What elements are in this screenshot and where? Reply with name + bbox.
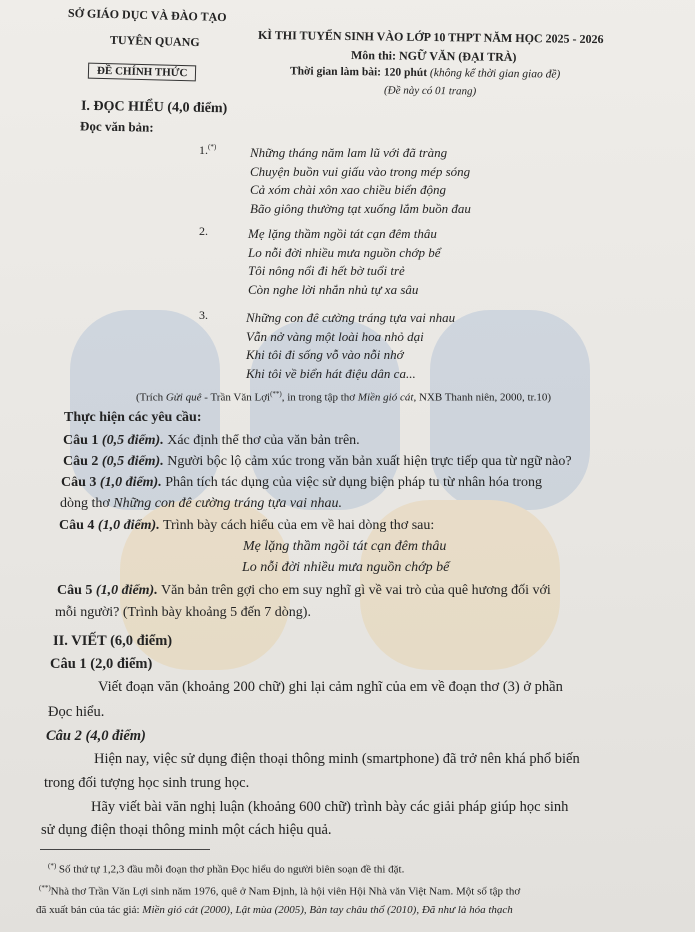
requirements-title: Thực hiện các yêu cầu: xyxy=(64,410,202,425)
q4-points: (1,0 điểm). xyxy=(94,518,160,533)
q3-text2: dòng thơ xyxy=(60,496,114,511)
part2-c2-line3: Hãy viết bài văn nghị luận (khoảng 600 chữ) trình bày các giải pháp giúp học sinh xyxy=(91,799,569,815)
note1-text: Số thứ tự 1,2,3 đầu mỗi đoạn thơ phần Đọc hiểu do người biên soạn đề thi đặt. xyxy=(56,863,405,876)
note2-prefix: đã xuất bản của tác giả: xyxy=(36,904,143,916)
q3-quote: Những con đê cường tráng tựa vai nhau. xyxy=(113,496,342,511)
part2-c1-line1: Viết đoạn văn (khoảng 200 chữ) ghi lại cảm nghĩ của em về đoạn thơ (3) ở phần xyxy=(98,679,563,695)
poem-line: Những tháng năm lam lũ với đã tràng xyxy=(250,145,448,160)
stanza-1 xyxy=(250,144,471,218)
footnote-divider xyxy=(40,849,210,850)
poem-line: Khi tôi về biển hát điệu dân ca... xyxy=(246,365,416,381)
stanza-3-number: 3. xyxy=(199,308,208,322)
question-3 xyxy=(61,472,542,493)
stanza-1-number xyxy=(199,143,216,158)
question-5 xyxy=(57,580,551,601)
stanza-1-num: 1. xyxy=(199,143,208,157)
poem-line: Còn nghe lời nhắn nhủ tự xa sâu xyxy=(248,281,419,297)
poem-line: Những con đê cường tráng tựa vai nhau xyxy=(246,310,456,325)
q3-label: Câu 3 xyxy=(61,475,97,490)
poem-line: Chuyện buồn vui giấu vào trong mép sóng xyxy=(250,163,471,179)
c1-label-text: Câu 1 (2,0 điểm) xyxy=(50,656,153,672)
exam-time xyxy=(290,65,560,80)
stanza-2 xyxy=(248,225,440,299)
q5-label: Câu 5 xyxy=(57,583,93,598)
part2-c1-label xyxy=(50,656,152,673)
part2-c2-line4: sử dụng điện thoại thông minh một cách hiệu quả. xyxy=(41,822,332,838)
poem-line: Bão giông thường tạt xuống lắm buồn đau xyxy=(250,200,471,216)
part2-c2-label: Câu 2 (4,0 điểm) xyxy=(46,728,146,744)
stanza-3 xyxy=(246,309,455,383)
time-note: (không kể thời gian giao đề) xyxy=(429,67,561,81)
dept-line2: TUYÊN QUANG xyxy=(109,32,200,50)
source-prefix: (Trích xyxy=(136,391,166,404)
q1-text: Xác định thể thơ của văn bản trên. xyxy=(163,433,360,448)
reading-intro: Đọc văn bản: xyxy=(79,118,154,135)
q4-label: Câu 4 xyxy=(59,518,95,533)
q2-label: Câu 2 xyxy=(63,454,99,469)
stanza-2-number: 2. xyxy=(199,224,208,238)
exam-subject: Môn thi: NGỮ VĂN (ĐẠI TRÀ) xyxy=(350,47,517,65)
q1-label: Câu 1 xyxy=(63,433,99,448)
source-title: Gửi quê xyxy=(165,391,202,404)
q3-points: (1,0 điểm). xyxy=(96,475,162,490)
q4-quote-line2: Lo nỗi đời nhiều mưa nguồn chớp bể xyxy=(242,560,450,575)
poem-line: Khi tôi đi sống vỗ vào nỗi nhớ xyxy=(246,347,404,362)
footnote-2-cont xyxy=(36,904,513,916)
q1-points: (0,5 điểm). xyxy=(98,433,164,448)
poem-line: Vẫn nở vàng một loài hoa nhỏ dại xyxy=(246,328,424,344)
q2-points: (0,5 điểm). xyxy=(98,454,164,469)
part2-c2-line1: Hiện nay, việc sử dụng điện thoại thông minh (smartphone) đã trở nên khá phổ biến xyxy=(94,751,580,767)
poem-line: Tôi nông nổi đi hết bờ tuổi trẻ xyxy=(248,263,405,278)
poem-line: Mẹ lặng thầm ngồi tát cạn đêm thâu xyxy=(248,226,437,241)
part2-c2-line2: trong đối tượng học sinh trung học. xyxy=(44,775,250,791)
source-book: Miền gió cát xyxy=(357,391,414,404)
q5-text: Văn bản trên gợi cho em suy nghĩ gì về vai trò của quê hương đối với xyxy=(157,583,551,598)
q5-points: (1,0 điểm). xyxy=(92,583,158,598)
note1-mark: (*) xyxy=(48,862,57,870)
dept-line1: SỞ GIÁO DỤC VÀ ĐÀO TẠO xyxy=(67,5,227,25)
q4-text: Trình bày cách hiểu của em về hai dòng thơ sau: xyxy=(159,518,435,533)
question-4 xyxy=(59,515,434,536)
footnote-1 xyxy=(48,862,404,876)
q2-text: Người bộc lộ cảm xúc trong văn bản xuất hiện trực tiếp qua từ ngữ nào? xyxy=(163,454,572,469)
q4-quote-line1: Mẹ lặng thầm ngồi tát cạn đêm thâu xyxy=(243,539,447,554)
part1-title: I. ĐỌC HIỂU (4,0 điểm) xyxy=(80,98,228,117)
question-5-cont: mỗi người? (Trình bày khoảng 5 đến 7 dòng). xyxy=(55,605,311,620)
stanza-1-sup: (*) xyxy=(208,143,217,151)
part2-title: II. VIẾT (6,0 điểm) xyxy=(53,633,173,649)
poem-line: Lo nỗi đời nhiều mưa nguồn chớp bể xyxy=(248,244,441,260)
note2-text: Nhà thơ Trần Văn Lợi sinh năm 1976, quê ở Nam Định, là hội viên Hội Nhà văn Việt Nam. Một số tập thơ xyxy=(50,885,521,898)
q3-text: Phân tích tác dụng của việc sử dụng biện pháp tu từ nhân hóa trong xyxy=(161,475,542,490)
source-sup: (**) xyxy=(270,390,282,398)
poem-source xyxy=(136,390,551,404)
source-author: - Trần Văn Lợi xyxy=(201,391,271,404)
source-end: , NXB Thanh niên, 2000, tr.10) xyxy=(413,391,552,404)
official-label: ĐỀ CHÍNH THỨC xyxy=(88,63,197,82)
poem-line: Cả xóm chài xôn xao chiều biển động xyxy=(250,182,447,197)
pages-note: (Đề này có 01 trang) xyxy=(383,84,477,98)
note2-works: Miền gió cát (2000), Lật mùa (2005), Bàn tay châu thổ (2010), Đã như là hóa thạch xyxy=(142,904,513,916)
exam-title: KÌ THI TUYỂN SINH VÀO LỚP 10 THPT NĂM HỌC 2025 - 2026 xyxy=(257,27,604,47)
note2-mark: (**) xyxy=(39,884,51,892)
part2-c1-line2: Đọc hiểu. xyxy=(48,704,105,720)
time-label: Thời gian làm bài: 120 phút xyxy=(289,65,428,80)
footnote-2 xyxy=(39,884,520,898)
source-mid: , in trong tập thơ xyxy=(281,391,358,404)
question-1 xyxy=(63,430,360,451)
question-2 xyxy=(63,451,572,472)
question-3-cont xyxy=(60,493,342,514)
